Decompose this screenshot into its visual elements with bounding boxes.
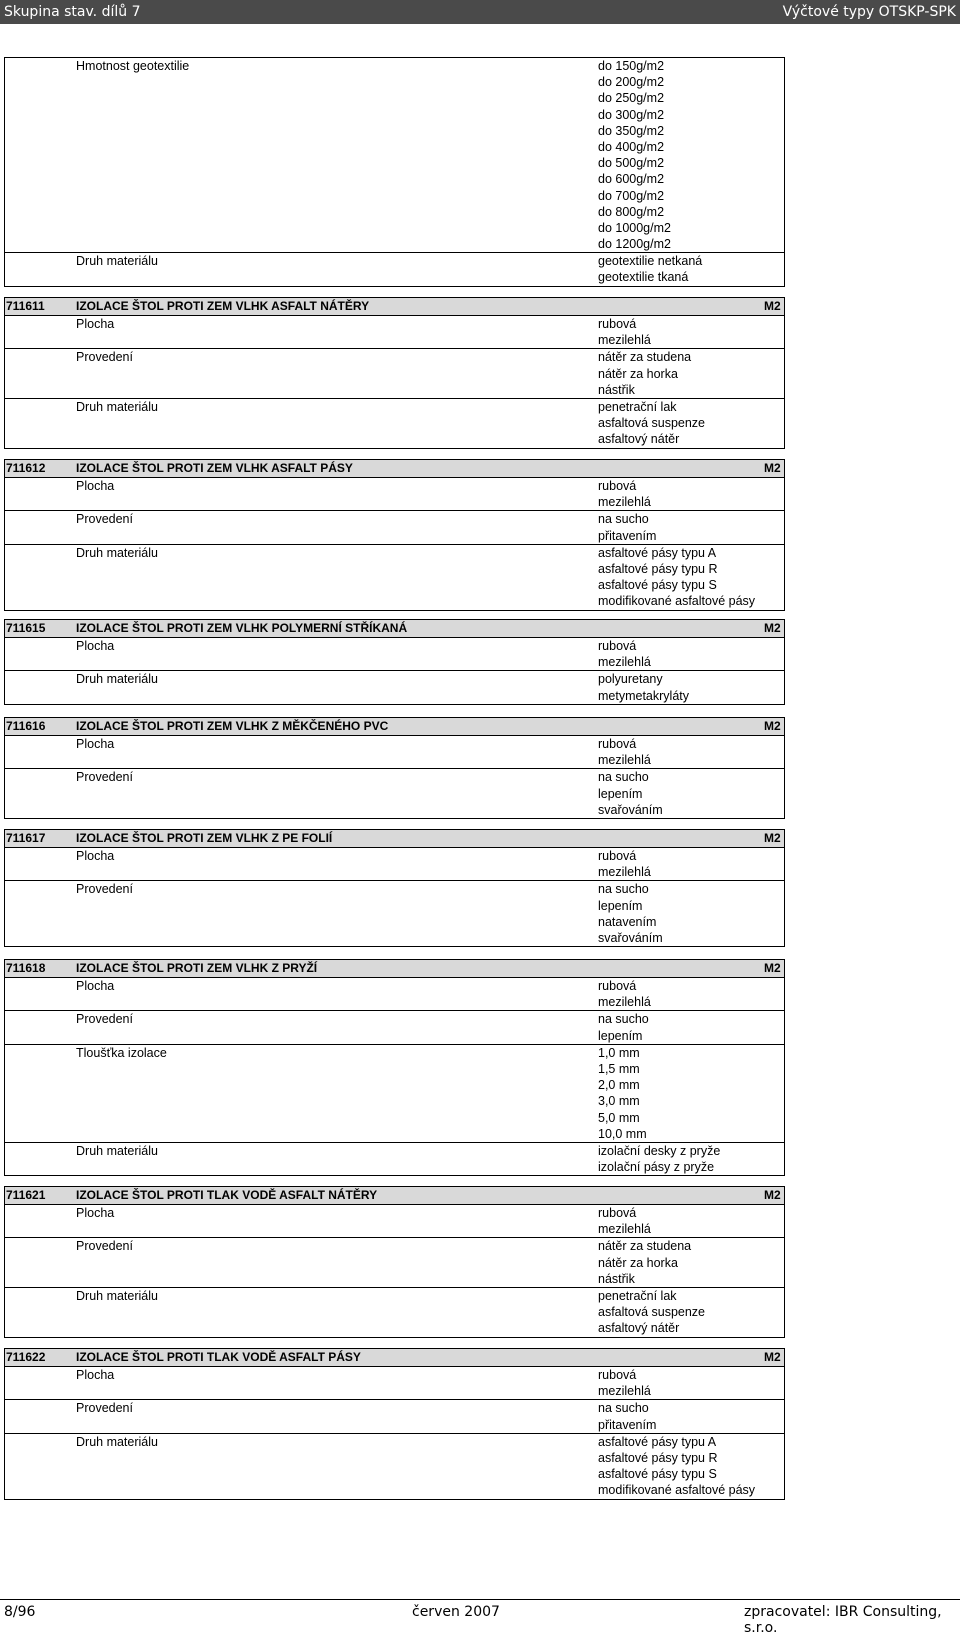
param-value: nátěr za horka <box>598 366 678 381</box>
param-value: mezilehlá <box>598 1384 651 1399</box>
section-continuation <box>4 57 785 287</box>
param-name: Plocha <box>76 1206 115 1220</box>
param-value: asfaltové pásy typu R <box>598 561 718 576</box>
param-value: do 700g/m2 <box>598 188 665 203</box>
param-value: 1,0 mm <box>598 1045 640 1060</box>
param-value: natavením <box>598 914 657 929</box>
param-name: Plocha <box>76 317 115 331</box>
item-section <box>4 297 785 449</box>
param-value: asfaltová suspenze <box>598 416 706 431</box>
param-value: nátěr za horka <box>598 1255 678 1270</box>
param-value: na sucho <box>598 1401 649 1416</box>
param-values <box>598 478 785 510</box>
param-name: Provedení <box>76 512 133 527</box>
param-value: do 1200g/m2 <box>598 237 671 252</box>
param-value: asfaltové pásy typu S <box>598 1467 717 1482</box>
param-value: lepením <box>598 898 643 913</box>
param-value: mezilehlá <box>598 995 651 1010</box>
param-value: mezilehlá <box>598 865 651 880</box>
param-value: lepením <box>598 786 643 801</box>
param-value: asfaltové pásy typu A <box>598 545 717 560</box>
param-value: izolační pásy z pryže <box>598 1160 715 1175</box>
param-value: do 200g/m2 <box>598 75 665 90</box>
param-value: asfaltové pásy typu A <box>598 1434 717 1449</box>
param-values <box>598 1288 785 1337</box>
item-unit: M2 <box>764 1188 781 1202</box>
param-row <box>4 1367 785 1400</box>
param-name: Provedení <box>76 770 133 785</box>
item-title: IZOLACE ŠTOL PROTI ZEM VLHK Z MĚKČENÉHO PVC <box>76 719 389 733</box>
header-right: Výčtové typy OTSKP-SPK <box>782 4 956 20</box>
param-value: rubová <box>598 639 637 653</box>
param-name: Druh materiálu <box>76 1434 158 1449</box>
item-code: 711617 <box>6 831 46 845</box>
param-values <box>598 1205 785 1237</box>
param-name: Provedení <box>76 882 133 897</box>
param-values <box>598 769 785 818</box>
param-name: Plocha <box>76 1368 115 1382</box>
param-values <box>598 736 785 768</box>
item-unit: M2 <box>764 831 781 845</box>
param-row <box>4 769 785 819</box>
param-value: mezilehlá <box>598 1222 651 1237</box>
param-values <box>598 881 785 946</box>
item-unit: M2 <box>764 621 781 635</box>
param-value: metymetakryláty <box>598 688 689 703</box>
param-row <box>4 1045 785 1143</box>
param-values <box>598 1011 785 1043</box>
param-value: přitavením <box>598 1417 657 1432</box>
item-header <box>4 297 785 316</box>
param-value: 3,0 mm <box>598 1094 640 1109</box>
param-values <box>598 1400 785 1432</box>
param-value: polyuretany <box>598 672 663 687</box>
param-row <box>4 978 785 1011</box>
param-values <box>598 671 785 703</box>
param-value: do 350g/m2 <box>598 123 665 138</box>
param-value: do 600g/m2 <box>598 172 665 187</box>
param-value: svařováním <box>598 930 663 945</box>
item-title: IZOLACE ŠTOL PROTI TLAK VODĚ ASFALT NÁTĚRY <box>76 1188 378 1202</box>
param-name: Provedení <box>76 1012 133 1027</box>
param-name: Druh materiálu <box>76 1143 158 1158</box>
item-code: 711611 <box>6 299 45 313</box>
param-value: rubová <box>598 979 637 993</box>
item-section <box>4 459 785 611</box>
footer-author: zpracovatel: IBR Consulting, s.r.o. <box>744 1604 942 1636</box>
item-section <box>4 829 785 947</box>
param-value: nátěr za studena <box>598 350 692 365</box>
item-code: 711618 <box>6 961 46 975</box>
param-values <box>598 399 785 448</box>
param-row <box>4 1011 785 1044</box>
param-row <box>4 638 785 671</box>
param-row <box>4 349 785 399</box>
param-values <box>598 1143 785 1175</box>
param-value: přitavením <box>598 528 657 543</box>
item-header <box>4 717 785 736</box>
param-value: rubová <box>598 479 637 493</box>
param-value: mezilehlá <box>598 495 651 510</box>
item-header <box>4 1186 785 1205</box>
page-header <box>0 0 960 24</box>
param-value: asfaltová suspenze <box>598 1305 706 1320</box>
header-left: Skupina stav. dílů 7 <box>4 4 141 20</box>
param-values <box>598 253 785 285</box>
param-values <box>598 511 785 543</box>
param-value: na sucho <box>598 1012 649 1027</box>
param-row <box>4 1205 785 1238</box>
param-value: na sucho <box>598 770 649 785</box>
item-header <box>4 829 785 848</box>
param-name: Plocha <box>76 639 115 653</box>
item-header <box>4 1348 785 1367</box>
param-name: Druh materiálu <box>76 254 158 269</box>
param-value: rubová <box>598 1368 637 1382</box>
param-values <box>598 545 785 610</box>
param-value: nátěr za studena <box>598 1239 692 1254</box>
param-value: na sucho <box>598 512 649 527</box>
param-value: mezilehlá <box>598 753 651 768</box>
item-title: IZOLACE ŠTOL PROTI ZEM VLHK ASFALT NÁTĚRY <box>76 299 370 313</box>
param-name: Provedení <box>76 1239 133 1254</box>
param-name: Tloušťka izolace <box>76 1045 167 1060</box>
param-name: Druh materiálu <box>76 672 158 687</box>
param-name: Druh materiálu <box>76 1288 158 1303</box>
item-unit: M2 <box>764 719 781 733</box>
param-values <box>598 1045 785 1142</box>
param-values <box>598 316 785 348</box>
item-section <box>4 959 785 1176</box>
param-row <box>4 1434 785 1500</box>
param-value: do 150g/m2 <box>598 59 665 73</box>
item-header <box>4 619 785 638</box>
item-code: 711621 <box>6 1188 46 1202</box>
param-value: 2,0 mm <box>598 1078 640 1093</box>
param-value: 1,5 mm <box>598 1061 640 1076</box>
param-name: Druh materiálu <box>76 545 158 560</box>
param-row <box>4 253 785 286</box>
item-header <box>4 959 785 978</box>
item-unit: M2 <box>764 1350 781 1364</box>
param-row <box>4 848 785 881</box>
item-header <box>4 459 785 478</box>
param-row <box>4 58 785 253</box>
page-footer <box>0 1599 960 1636</box>
param-row <box>4 671 785 704</box>
item-code: 711616 <box>6 719 46 733</box>
param-value: rubová <box>598 1206 637 1220</box>
item-title: IZOLACE ŠTOL PROTI ZEM VLHK POLYMERNÍ STŘÍKANÁ <box>76 621 408 635</box>
param-name: Provedení <box>76 1401 133 1416</box>
param-value: penetrační lak <box>598 399 677 414</box>
param-value: do 400g/m2 <box>598 139 665 154</box>
param-value: modifikované asfaltové pásy <box>598 594 756 609</box>
param-value: asfaltový nátěr <box>598 1321 680 1336</box>
param-value: na sucho <box>598 882 649 897</box>
param-value: 5,0 mm <box>598 1110 640 1125</box>
param-values <box>598 349 785 398</box>
param-values <box>598 1367 785 1399</box>
param-value: rubová <box>598 849 637 863</box>
param-value: nástřik <box>598 382 635 397</box>
param-value: asfaltový nátěr <box>598 432 680 447</box>
param-row <box>4 511 785 544</box>
param-value: do 300g/m2 <box>598 107 665 122</box>
item-unit: M2 <box>764 461 781 475</box>
page-number: 8/96 <box>4 1604 36 1620</box>
param-name: Plocha <box>76 979 115 993</box>
param-value: lepením <box>598 1028 643 1043</box>
param-name: Plocha <box>76 737 115 751</box>
param-name: Plocha <box>76 849 115 863</box>
param-value: rubová <box>598 317 637 331</box>
item-title: IZOLACE ŠTOL PROTI ZEM VLHK Z PRYŽÍ <box>76 961 318 975</box>
item-section <box>4 1348 785 1500</box>
param-value: geotextilie netkaná <box>598 254 703 269</box>
param-row <box>4 736 785 769</box>
param-name: Druh materiálu <box>76 399 158 414</box>
param-value: do 250g/m2 <box>598 91 665 106</box>
item-code: 711612 <box>6 461 46 475</box>
param-value: modifikované asfaltové pásy <box>598 1483 756 1498</box>
param-value: asfaltové pásy typu R <box>598 1450 718 1465</box>
param-value: geotextilie tkaná <box>598 270 689 285</box>
param-row <box>4 545 785 611</box>
param-row <box>4 1400 785 1433</box>
param-value: 10,0 mm <box>598 1126 647 1141</box>
param-value: mezilehlá <box>598 333 651 348</box>
param-value: do 800g/m2 <box>598 204 665 219</box>
param-row <box>4 399 785 449</box>
param-values <box>598 1434 785 1499</box>
param-value: nástřik <box>598 1271 635 1286</box>
param-value: do 1000g/m2 <box>598 220 671 235</box>
param-row <box>4 1238 785 1288</box>
param-row <box>4 316 785 349</box>
item-title: IZOLACE ŠTOL PROTI ZEM VLHK ASFALT PÁSY <box>76 461 353 475</box>
param-value: mezilehlá <box>598 655 651 670</box>
param-value: do 500g/m2 <box>598 156 665 171</box>
item-section <box>4 717 785 819</box>
param-row <box>4 478 785 511</box>
param-value: penetrační lak <box>598 1288 677 1303</box>
param-value: svařováním <box>598 802 663 817</box>
item-title: IZOLACE ŠTOL PROTI TLAK VODĚ ASFALT PÁSY <box>76 1350 361 1364</box>
item-section <box>4 1186 785 1338</box>
param-name: Hmotnost geotextilie <box>76 59 190 73</box>
param-value: rubová <box>598 737 637 751</box>
item-unit: M2 <box>764 299 781 313</box>
item-unit: M2 <box>764 961 781 975</box>
param-values <box>598 1238 785 1287</box>
param-row <box>4 1288 785 1338</box>
item-section <box>4 619 785 705</box>
item-code: 711615 <box>6 621 46 635</box>
param-values <box>598 58 785 252</box>
param-values <box>598 978 785 1010</box>
param-row <box>4 1143 785 1176</box>
param-value: asfaltové pásy typu S <box>598 578 717 593</box>
item-title: IZOLACE ŠTOL PROTI ZEM VLHK Z PE FOLIÍ <box>76 831 333 845</box>
param-values <box>598 638 785 670</box>
param-values <box>598 848 785 880</box>
param-value: izolační desky z pryže <box>598 1143 721 1158</box>
item-code: 711622 <box>6 1350 46 1364</box>
footer-date: červen 2007 <box>412 1604 500 1620</box>
param-row <box>4 881 785 947</box>
param-name: Plocha <box>76 479 115 493</box>
param-name: Provedení <box>76 350 133 365</box>
